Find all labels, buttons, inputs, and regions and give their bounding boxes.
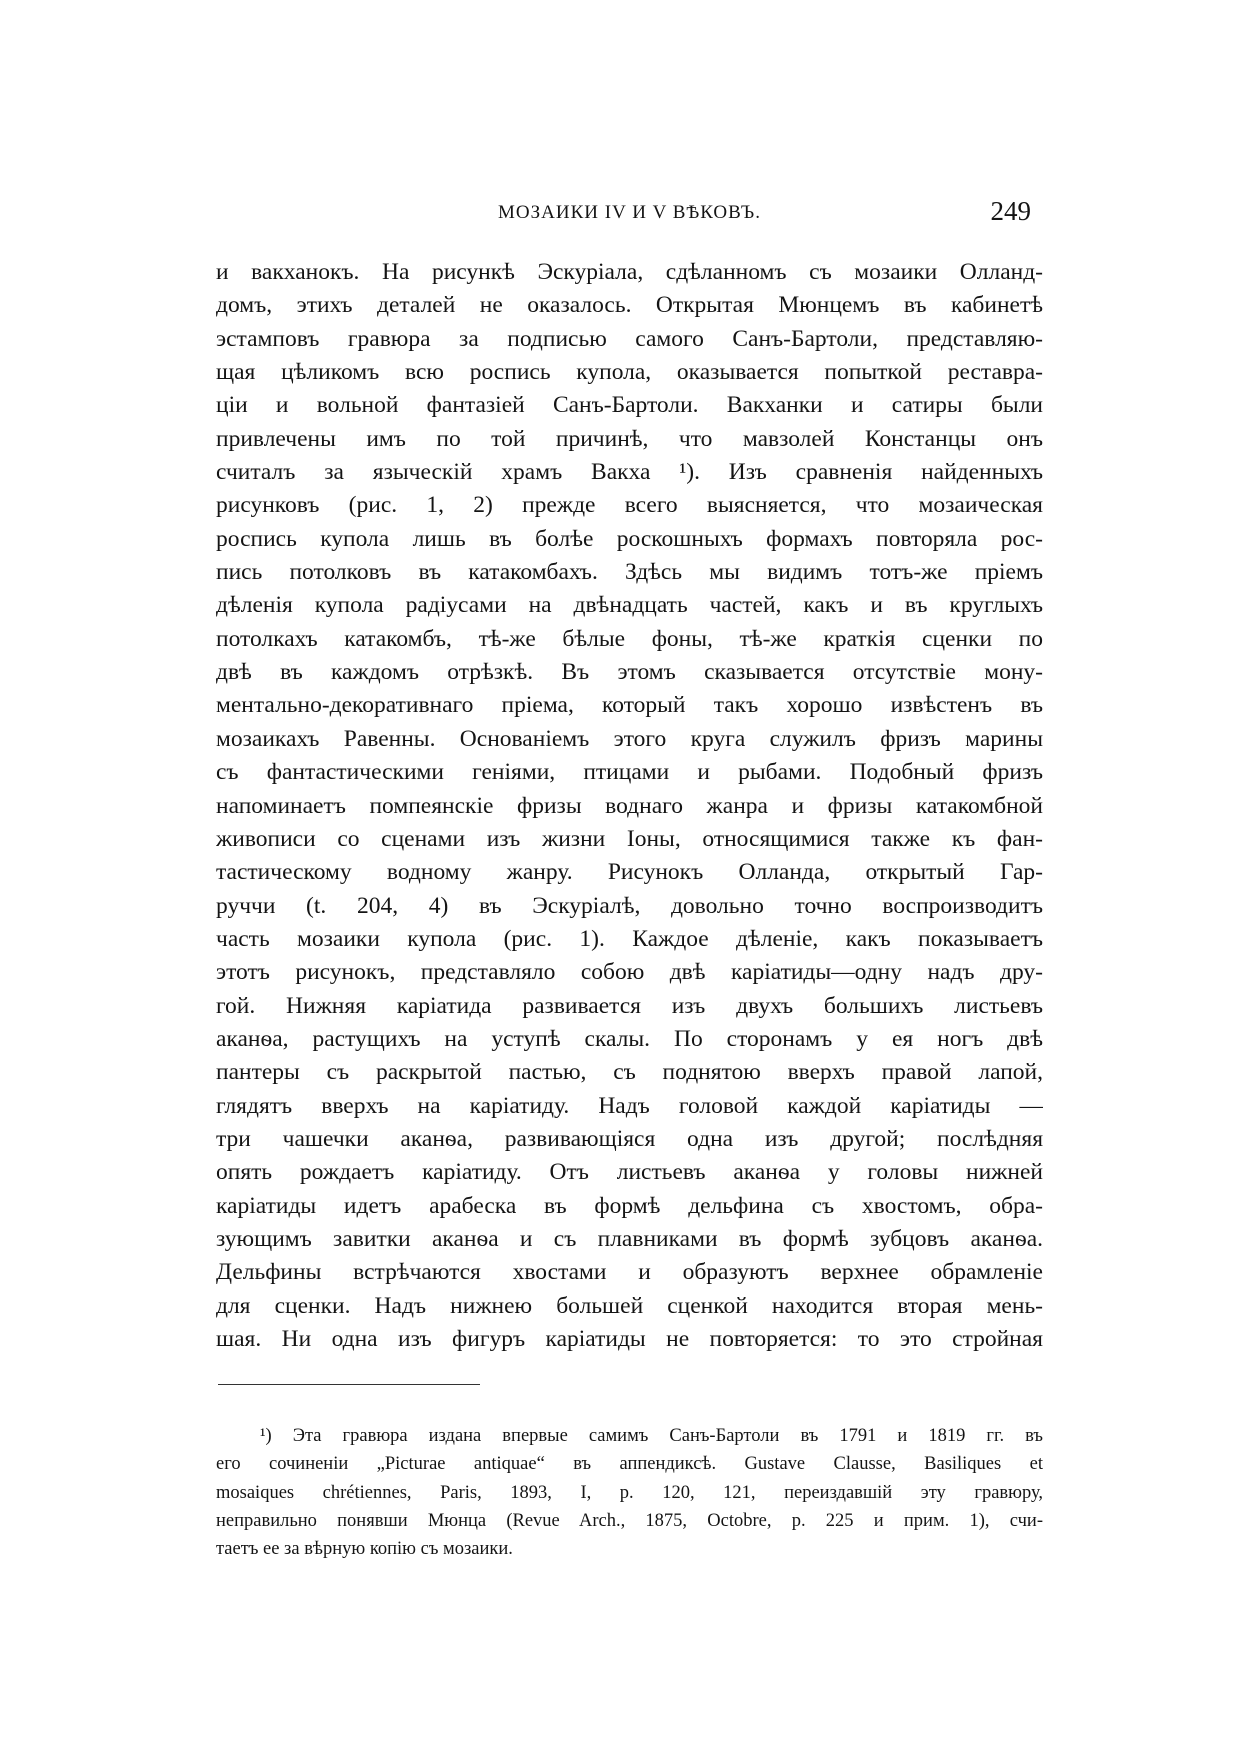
body-line: руччи (t. 204, 4) въ Эскуріалѣ, довольно точно воспроизводитъ — [216, 892, 1043, 919]
body-line: съ фантастическими геніями, птицами и рыбами. Подобный фризъ — [216, 759, 1043, 786]
body-line: и вакханокъ. На рисункѣ Эскуріала, сдѣланномъ съ мозаики Олланд- — [216, 259, 1043, 285]
body-line: двѣ въ каждомъ отрѣзкѣ. Въ этомъ сказывается отсутствіе мону- — [216, 659, 1043, 686]
body-line: считалъ за языческій храмъ Вакха ¹). Изъ сравненія найденныхъ — [216, 459, 1043, 486]
body-line: мозаикахъ Равенны. Основаніемъ этого круга служилъ фризъ марины — [216, 725, 1043, 752]
body-line: гой. Нижняя каріатида развивается изъ двухъ большихъ листьевъ — [216, 992, 1043, 1019]
footnote-line: неправильно понявши Мюнца (Revue Arch., 1875, Octobre, p. 225 и прим. 1), счи- — [216, 1510, 1043, 1531]
footnote-line: mosaiques chrétiennes, Paris, 1893, I, p. 120, 121, переиздавшій эту гравюру, — [216, 1482, 1043, 1503]
body-line: потолкахъ катакомбъ, тѣ-же бѣлые фоны, тѣ-же краткія сценки по — [216, 625, 1043, 652]
body-line: ціи и вольной фантазіей Санъ-Бартоли. Вакханки и сатиры были — [216, 392, 1043, 419]
body-line: три чашечки аканѳа, развивающіяся одна изъ другой; послѣдняя — [216, 1125, 1043, 1152]
body-line: Дельфины встрѣчаются хвостами и образуютъ верхнее обрамленіе — [216, 1259, 1043, 1286]
footnotes — [216, 1422, 1043, 1563]
body-line: роспись купола лишь въ болѣе роскошныхъ формахъ повторяла рос- — [216, 525, 1043, 552]
body-line: зующимъ завитки аканѳа и съ плавниками въ формѣ зубцовъ аканѳа. — [216, 1225, 1043, 1252]
body-line: пись потолковъ въ катакомбахъ. Здѣсь мы видимъ тотъ-же пріемъ — [216, 559, 1043, 586]
page-header — [216, 196, 1043, 236]
body-line: для сценки. Надъ нижнею большей сценкой находится вторая мень- — [216, 1292, 1043, 1319]
body-line: эстамповъ гравюра за подписью самого Санъ-Бартоли, представляю- — [216, 325, 1043, 352]
body-line: тастическому водному жанру. Рисунокъ Олланда, открытый Гар- — [216, 859, 1043, 886]
body-line: ментально-декоративнаго пріема, который такъ хорошо извѣстенъ въ — [216, 692, 1043, 719]
body-line: аканѳа, растущихъ на уступѣ скалы. По сторонамъ у ея ногъ двѣ — [216, 1025, 1043, 1052]
body-line: пантеры съ раскрытой пастью, съ поднятою вверхъ правой лапой, — [216, 1059, 1043, 1086]
body-line: опять рождаетъ каріатиду. Отъ листьевъ аканѳа у головы нижней — [216, 1159, 1043, 1186]
body-line: привлечены имъ по той причинѣ, что мавзолей Констанцы онъ — [216, 425, 1043, 452]
page-number: 249 — [990, 196, 1031, 226]
body-line: домъ, этихъ деталей не оказалось. Открытая Мюнцемъ въ кабинетѣ — [216, 292, 1043, 319]
body-line: щая цѣликомъ всю роспись купола, оказывается попыткой реставра- — [216, 359, 1043, 386]
body-line: каріатиды идетъ арабеска въ формѣ дельфина съ хвостомъ, обра- — [216, 1192, 1043, 1219]
body-line: часть мозаики купола (рис. 1). Каждое дѣленіе, какъ показываетъ — [216, 925, 1043, 952]
body-line: живописи со сценами изъ жизни Іоны, относящимися также къ фан- — [216, 825, 1043, 852]
footnote-line: таетъ ее за вѣрную копію съ мозаики. — [216, 1539, 513, 1560]
body-line: шая. Ни одна изъ фигуръ каріатиды не повторяется: то это стройная — [216, 1326, 1043, 1352]
body-line: этотъ рисунокъ, представляло собою двѣ каріатиды—одну надъ дру- — [216, 959, 1043, 986]
running-title: МОЗАИКИ IV И V ВѢКОВЪ. — [498, 202, 761, 223]
body-line: глядятъ вверхъ на каріатиду. Надъ головой каждой каріатиды — — [216, 1092, 1043, 1119]
footnote-line: его сочиненіи „Picturae antiquae“ въ аппендиксѣ. Gustave Clausse, Basiliques et — [216, 1454, 1043, 1475]
main-text — [216, 256, 1043, 1356]
footnote-line: ¹) Эта гравюра издана впервые самимъ Санъ-Бартоли въ 1791 и 1819 гг. въ — [260, 1426, 1043, 1446]
body-line: рисунковъ (рис. 1, 2) прежде всего выясняется, что мозаическая — [216, 492, 1043, 519]
footnote-separator — [218, 1384, 480, 1385]
body-line: напоминаетъ помпеянскіе фризы воднаго жанра и фризы катакомбной — [216, 792, 1043, 819]
body-line: дѣленія купола радіусами на двѣнадцать частей, какъ и въ круглыхъ — [216, 592, 1043, 619]
